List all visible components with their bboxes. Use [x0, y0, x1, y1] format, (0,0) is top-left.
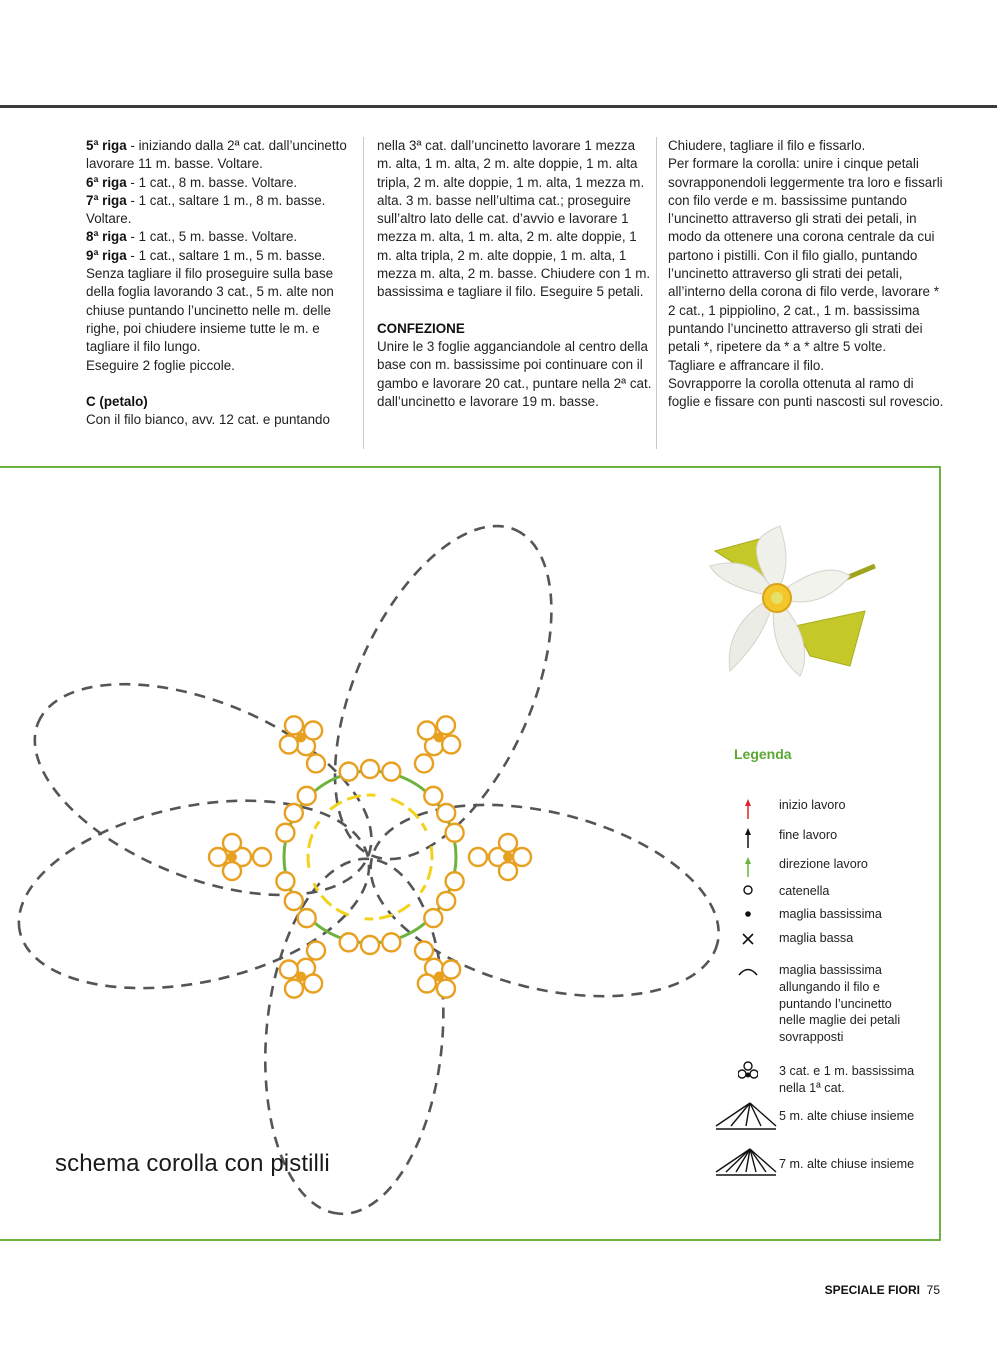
slip-stitch-dot — [503, 852, 513, 862]
confezione-heading-text: CONFEZIONE — [377, 320, 465, 336]
chain-circle — [361, 760, 379, 778]
picot-circle — [285, 716, 303, 734]
diagram-caption: schema corolla con pistilli — [55, 1150, 330, 1177]
picot-circle — [442, 961, 460, 979]
slip-stitch-dot — [434, 972, 444, 982]
legend-item-end: fine lavoro — [779, 828, 838, 842]
picot-circle — [280, 735, 298, 753]
fan-icons — [712, 1095, 782, 1185]
chain-circle — [424, 909, 442, 927]
chain-circle — [382, 763, 400, 781]
legend-title: Legenda — [734, 746, 792, 762]
row-7-label: 7ª riga — [86, 192, 127, 208]
corolla-diagram — [0, 468, 760, 1228]
picot-circle — [223, 834, 241, 852]
top-rule — [0, 105, 997, 108]
confezione-heading — [377, 320, 653, 338]
chain-circle — [361, 936, 379, 954]
picot-circle — [499, 834, 517, 852]
fan-5-icon — [716, 1103, 776, 1129]
picot-group-2 — [415, 716, 464, 841]
legend-item-direction: direzione lavoro — [779, 857, 868, 871]
petal-heading-text: C (petalo) — [86, 393, 148, 409]
row-7-paragraph — [86, 192, 352, 229]
picot-circle — [437, 980, 455, 998]
picot-group-3 — [424, 834, 531, 927]
row-6-paragraph — [86, 174, 352, 192]
petal-text: Con il filo bianco, avv. 12 cat. e puntando — [86, 412, 330, 428]
picot-circle — [418, 721, 436, 739]
chain-circle — [437, 892, 455, 910]
dot-icon — [745, 911, 751, 917]
yellow-arc-4 — [308, 821, 319, 867]
page-footer — [825, 1283, 940, 1297]
petal-outline-5 — [5, 641, 401, 938]
picot-groups — [209, 716, 531, 997]
flower-photo — [675, 506, 885, 706]
picot-circle — [418, 975, 436, 993]
assembly-text: Sovrapporre la corolla ottenuta al ramo di foglie e fissare con punti nascosti sul rovescio. — [668, 375, 944, 410]
column-divider-1 — [363, 137, 364, 449]
row-8-text: - 1 cat., 5 m. basse. Voltare. — [126, 229, 298, 245]
chain-circle — [285, 892, 303, 910]
slip-stitch-dot — [227, 852, 237, 862]
fan-7-icon — [716, 1149, 776, 1175]
fan-stroke — [750, 1103, 761, 1126]
chain-circle-icon — [744, 886, 752, 894]
picot-group-5 — [276, 872, 325, 997]
slip-stitch-dot — [296, 972, 306, 982]
text-column-2 — [377, 137, 653, 411]
red-arrow-icon — [745, 799, 751, 819]
legend-item-7-dc-together: 7 m. alte chiuse insieme — [779, 1157, 915, 1171]
row-9-label: 9ª riga — [86, 247, 127, 263]
legend-item-picot: 3 cat. e 1 m. bassissima nella 1ª cat. — [779, 1064, 915, 1095]
petal-outline-4 — [2, 771, 387, 1017]
chain-circle — [276, 872, 294, 890]
column-divider-2 — [656, 137, 657, 449]
chain-circle — [253, 848, 271, 866]
legend-item-start: inizio lavoro — [779, 798, 846, 812]
chain-circle — [469, 848, 487, 866]
picot-group-6 — [209, 787, 316, 880]
fan-stroke — [750, 1103, 776, 1126]
legend-item-single-crochet: maglia bassa — [779, 931, 854, 945]
chain-circle — [340, 763, 358, 781]
slip-stitch-dot — [434, 732, 444, 742]
leaf-right — [795, 611, 865, 666]
chain-circle — [307, 942, 325, 960]
chain-circle — [298, 909, 316, 927]
closing-text: Chiudere, tagliare il filo e fissarlo. — [668, 138, 866, 153]
page-number: 75 — [926, 1283, 940, 1297]
row-8-label: 8ª riga — [86, 229, 127, 245]
green-arrow-icon — [745, 857, 751, 877]
picot-circle — [499, 862, 517, 880]
chain-circle — [307, 754, 325, 772]
picot-circle — [513, 848, 531, 866]
cross-icon — [743, 934, 753, 944]
magazine-name: SPECIALE FIORI — [824, 1283, 920, 1297]
chain-circle — [298, 787, 316, 805]
row-9-tail: Eseguire 2 foglie piccole. — [86, 357, 235, 373]
picot-icon — [738, 1062, 758, 1078]
fan-stroke — [716, 1149, 750, 1172]
row-9-paragraph — [86, 247, 352, 357]
yellow-arc-1 — [421, 846, 432, 892]
chain-circle — [276, 824, 294, 842]
chain-circle — [382, 933, 400, 951]
row-5-label: 5ª riga — [86, 138, 127, 153]
chain-circle — [424, 787, 442, 805]
finish-text: Tagliare e affrancare il filo. — [668, 357, 825, 373]
chain-circle — [437, 804, 455, 822]
picot-group-4 — [340, 933, 460, 997]
picot-circle — [437, 716, 455, 734]
chain-circle — [415, 754, 433, 772]
picot-circle — [442, 735, 460, 753]
legend-item-slip-stitch: maglia bassissima — [779, 907, 882, 921]
picot-circle — [285, 980, 303, 998]
row-9-text: - 1 cat., saltare 1 m., 5 m. basse. Senza tagliare il filo proseguire sulla base della foglia lavorando 3 cat., 5 m. alte non chiuse puntando l’uncinetto nelle m. delle righe, poi chiudere insieme tutte le m. e tagliare il filo lungo. — [86, 247, 334, 355]
picot-circle — [304, 975, 322, 993]
picot-circle — [280, 961, 298, 979]
confezione-text: Unire le 3 foglie agganciandole al centro della base con m. bassissime poi continuare con il gambo e lavorare 20 cat., puntare nella 2ª cat. dall’uncinetto e lavorare 19 m. basse. — [377, 338, 652, 409]
petal-continuation: nella 3ª cat. dall’uncinetto lavorare 1 mezza m. alta, 1 m. alta, 2 m. alte doppie, 1 m. alta tripla, 2 m. alte doppie, 1 m. alta, 1 mezza m. alta. 3 m. basse nell’ultima cat.; proseguire sull’altro lato delle cat. d’avvio e lavorare 1 mezza m. alta, 1 m. alta, 2 m. alte doppie, 1 m. alta tripla, 2 m. alte doppie, 1 m. alta, 1 mezza m. alta, 2 m. basse. Chiudere con 1 m. bassissima e tagliare il filo. Eseguire 5 petali. — [377, 138, 651, 300]
row-6-text: - 1 cat., 8 m. basse. Voltare. — [126, 174, 298, 190]
row-5-text: - iniziando dalla 2ª cat. dall’uncinetto lavorare 11 m. basse. Voltare. — [86, 138, 347, 172]
petal-outline-2 — [351, 772, 739, 1029]
text-column-3 — [668, 137, 946, 411]
petal-heading — [86, 393, 352, 411]
slip-stitch-dot — [296, 732, 306, 742]
picot-circle — [223, 862, 241, 880]
chain-circle — [340, 933, 358, 951]
picot-circle — [304, 721, 322, 739]
text-column-1 — [86, 137, 352, 429]
chain-circle — [285, 804, 303, 822]
row-5-paragraph — [86, 137, 352, 174]
chain-circle — [415, 942, 433, 960]
row-8-paragraph — [86, 228, 352, 246]
corolla-text: Per formare la corolla: unire i cinque petali sovrapponendoli leggermente tra loro e fissarli con filo verde e m. bassissime puntando l’uncinetto attraverso gli strati dei petali, in modo da ottenere una corona centrale da cui partono i pistilli. Con il filo giallo, puntando l’uncinetto attraverso gli strati dei petali, all’interno della corona di filo verde, lavorare * 2 cat., 1 pippiolino, 2 cat., 1 m. bassissima puntando l’uncinetto attraverso gli strati dei petali *, ripetere da * a * altre 5 volte. — [668, 156, 943, 355]
legend-item-chain: catenella — [779, 884, 830, 898]
legend-item-long-slip-stitch: maglia bassissima allungando il filo e puntando l’uncinetto nelle maglie dei petali sovrapposti — [779, 963, 901, 1045]
petal-outline-1 — [290, 494, 596, 891]
petal-outlines — [2, 494, 739, 1221]
chain-circle — [446, 824, 464, 842]
picot-circle — [209, 848, 227, 866]
black-arrow-icon — [745, 828, 751, 848]
flower-core — [771, 592, 783, 604]
row-6-label: 6ª riga — [86, 174, 127, 190]
chain-circle — [446, 872, 464, 890]
arc-icon — [739, 970, 757, 976]
row-7-text: - 1 cat., saltare 1 m., 8 m. basse. Voltare. — [86, 192, 326, 227]
legend-item-5-dc-together: 5 m. alte chiuse insieme — [779, 1109, 915, 1123]
